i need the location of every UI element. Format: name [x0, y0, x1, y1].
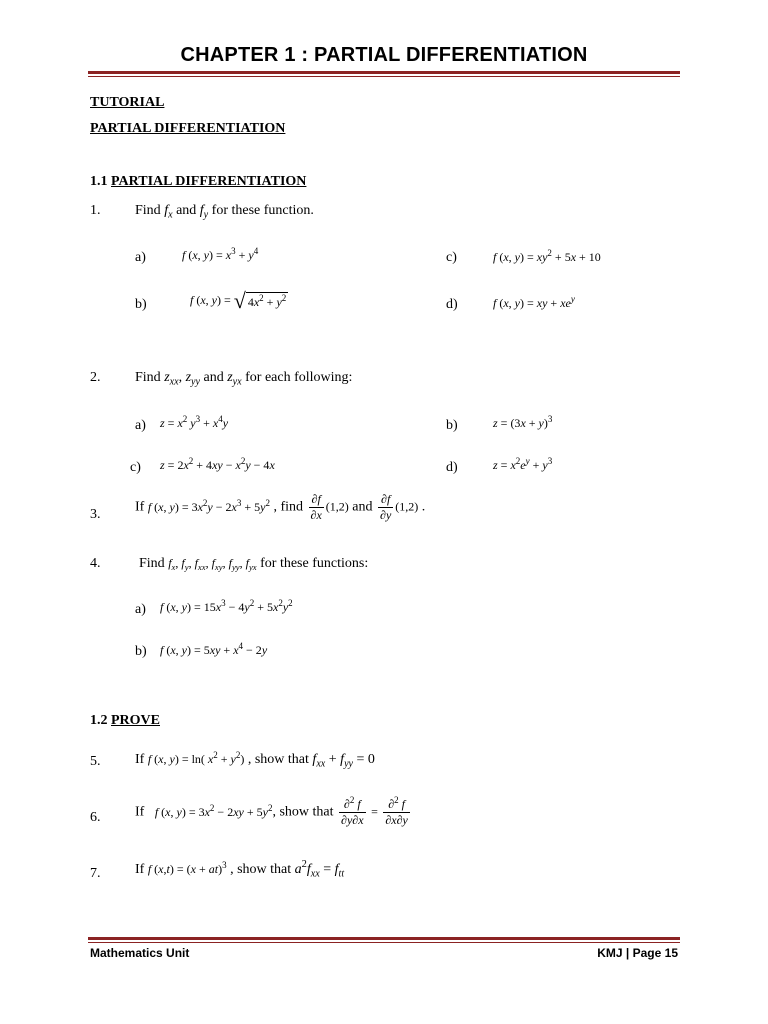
footer-rule-thick	[88, 937, 680, 940]
section-title: PROVE	[111, 713, 160, 728]
question-6-number: 6.	[90, 810, 101, 825]
q4-label-b: b)	[135, 644, 147, 659]
section-heading-1-1	[90, 174, 306, 190]
q2-expression-b: $z = (3x + y)^3$	[493, 414, 553, 430]
question-1-number: 1.	[90, 203, 101, 218]
q1-label-d: d)	[446, 297, 458, 312]
question-7-text: If f (x,t) = (x + at)$^3$ , show that $a^2f_{xx} = f_{tt}$	[135, 859, 345, 880]
footer-page-number: KMJ | Page 15	[597, 946, 678, 960]
q2-expression-d: $z = x^2e^y + y^3$	[493, 456, 553, 472]
q1-expression-d: f (x, y) = xy + $xe^y$	[493, 294, 575, 310]
tutorial-heading: TUTORIAL	[90, 95, 165, 110]
question-5-number: 5.	[90, 754, 101, 769]
section-number: 1.2	[90, 713, 108, 728]
q1-label-b: b)	[135, 297, 147, 312]
q4-expression-b: f (x, $y) = 5xy + x^4 - 2y$	[160, 641, 268, 657]
section-heading-1-2	[90, 713, 160, 729]
section-number: 1.1	[90, 174, 108, 189]
q2-label-c: c)	[130, 460, 141, 475]
question-2-text: Find $z_{xx}$, $z_{yy}$ and $z_{yx}$ for each following:	[135, 370, 353, 388]
q2-expression-c: $z = 2x^2 + 4xy - x^2y - 4x$	[160, 456, 275, 472]
q1-expression-b: f (x, y) = √ $4x^2 + y^2$	[190, 288, 287, 313]
q4-expression-a: f (x, $y) = 15x^3 - 4y^2 + 5x^2y^2$	[160, 598, 293, 614]
q2-label-b: b)	[446, 418, 458, 433]
q4-label-a: a)	[135, 602, 146, 617]
question-1-text: Find $f_x$ and $f_y$ for these function.	[135, 203, 314, 221]
q1-label-c: c)	[446, 250, 457, 265]
q2-label-d: d)	[446, 460, 458, 475]
question-6-text: If f (x, $y) = 3x^2 - 2xy + 5y^2$, show that $\frac{\partial^2 f}{\partial y\partial x}$ = $\frac{\partial^2 f}{\partial x\partial y}$	[135, 795, 408, 827]
question-7-number: 7.	[90, 866, 101, 881]
question-5-text: If f (x, y) = ln( $x^2 + y^2$) , show that $f_{xx} + f_{yy} = 0$	[135, 750, 375, 770]
q1-expression-c: f (x, $y) = xy^2 + 5x + 10$	[493, 248, 601, 264]
header-rule-thin	[88, 76, 680, 77]
header-rule-thick	[88, 71, 680, 74]
section-title: PARTIAL DIFFERENTIATION	[111, 174, 307, 189]
footer-left: Mathematics Unit	[90, 946, 190, 960]
question-3-text: If f (x, $y) = 3x^2y - 2x^3 + 5y^2$ , find $\frac{\partial f}{\partial x}$ (1,2) and $\frac{\partial f}{\partial y}$ (1,2) .	[135, 492, 426, 522]
tutorial-subtitle: PARTIAL DIFFERENTIATION	[90, 121, 286, 136]
question-2-number: 2.	[90, 370, 101, 385]
q2-expression-a: $z = x^2$ $y^3 + x^4y$	[160, 414, 229, 430]
question-4-text: Find $f_x$, $f_y$, $f_{xx}$, $f_{xy}$, $f_{yy}$, $f_{yx}$ for these functions:	[139, 556, 369, 573]
question-3-number: 3.	[90, 507, 101, 522]
question-4-number: 4.	[90, 556, 101, 571]
q2-label-a: a)	[135, 418, 146, 433]
page-title: CHAPTER 1 : PARTIAL DIFFERENTIATION	[180, 44, 588, 66]
footer-rule-thin	[88, 942, 680, 943]
q1-expression-a: f (x, $y) = x^3 + y^4$	[182, 246, 259, 262]
q1-label-a: a)	[135, 250, 146, 265]
